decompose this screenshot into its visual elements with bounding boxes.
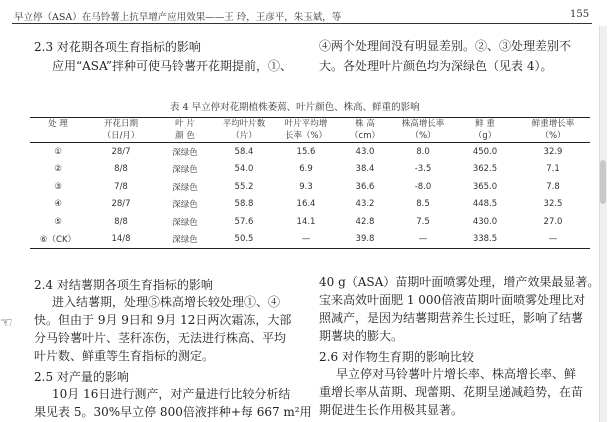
paragraph-line: 大。各处理叶片颜色均为深绿色（见表 4）。 (319, 59, 553, 73)
table-cell: 54.0 (234, 164, 254, 175)
paragraph-line: 期薯块的膨大。 (319, 329, 404, 343)
column-header-unit (30, 130, 86, 143)
paragraph-line: ④两个处理间没有明显差别。②、③处理差别不 (319, 39, 572, 53)
column-header: 平均叶片数 (214, 118, 274, 131)
table-cell: 深绿色 (172, 147, 198, 158)
section-heading-2-6: 2.6 对作物生育期的影响比较 (319, 350, 474, 364)
table-cell: ③ (54, 181, 62, 192)
data-table (30, 117, 590, 249)
table-cell: — (274, 231, 338, 249)
table-row (30, 231, 590, 249)
table-cell: — (516, 231, 590, 249)
table-cell: — (392, 231, 454, 249)
table-cell: -3.5 (414, 164, 432, 175)
paragraph-line: 重增长率从苗期、现蕾期、花期呈递减趋势，在苗 (319, 385, 584, 399)
column-header: 株 高 (338, 118, 392, 131)
table-cell: 16.4 (296, 199, 316, 210)
table-cell: 365.0 (472, 181, 498, 192)
column-header: 鲜重增长率 (516, 118, 590, 131)
column-header-unit: （片） (214, 130, 274, 143)
table-cell: 42.8 (355, 216, 375, 227)
paragraph-line: 早立停对马铃薯叶片增长率、株高增长率、鲜 (336, 367, 577, 381)
paragraph-line: 40 g（ASA）苗期叶面喷雾处理，增产效果最显著。 (319, 275, 600, 289)
table-cell: 7.1 (546, 164, 560, 175)
table-cell: 14.1 (296, 216, 316, 227)
table-cell: 7.8 (546, 181, 560, 192)
table-cell: 8/8 (114, 216, 128, 227)
table-cell: 深绿色 (172, 165, 198, 176)
table-cell: 362.5 (472, 164, 498, 175)
paragraph-line: 进入结薯期，处理⑤株高增长较处理①、④ (52, 295, 281, 309)
table-cell: 27.0 (543, 216, 563, 227)
paragraph-line: 照减产，是因为结薯期营养生长过旺，影响了结薯 (319, 311, 584, 325)
table-cell: 深绿色 (172, 200, 198, 211)
table-cell: 15.6 (296, 146, 316, 157)
table-row (30, 161, 590, 179)
column-header: 处 理 (30, 118, 86, 131)
table-row (30, 143, 590, 161)
table-cell: 深绿色 (156, 231, 214, 249)
scrollbar-thumb[interactable] (600, 160, 606, 204)
table-cell: ① (54, 146, 62, 157)
table-cell: ⑤ (54, 216, 62, 227)
paragraph-line: 分马铃薯叶片、茎秆冻伤，无法进行株高、平均 (34, 331, 287, 345)
column-header-unit: 颜 色 (156, 130, 214, 143)
table-cell: -8.0 (414, 181, 432, 192)
table-row (30, 196, 590, 214)
table-cell: 28/7 (111, 199, 131, 210)
table-cell: 深绿色 (172, 217, 198, 228)
table-cell: 430.0 (472, 216, 498, 227)
table-cell: 39.8 (338, 231, 392, 249)
table-cell: 7.5 (416, 216, 430, 227)
header-rule (12, 23, 592, 24)
table-cell: 9.3 (299, 181, 313, 192)
column-header-unit: （%） (392, 130, 454, 143)
table-cell: 14/8 (86, 231, 156, 249)
table-cell: 36.6 (355, 181, 375, 192)
column-header-unit: （%） (516, 130, 590, 143)
paragraph-line: 10月 16日进行测产，对产量进行比较分析结 (52, 387, 291, 401)
table-cell: 28/7 (111, 146, 131, 157)
column-header-unit: （日/月） (86, 130, 156, 143)
column-header: 叶 片 (156, 118, 214, 131)
table-cell: 58.8 (234, 199, 254, 210)
column-header: 叶片平均增 (274, 118, 338, 131)
running-header: 早立停（ASA）在马铃薯上抗旱增产应用效果——王 玲，王彦平，朱玉斌，等 (14, 12, 342, 23)
table-cell: 448.5 (472, 199, 498, 210)
table-cell: 8.0 (416, 146, 430, 157)
table-cell: 深绿色 (172, 182, 198, 193)
table-cell: 8/8 (114, 164, 128, 175)
column-header: 开花日期 (86, 118, 156, 131)
table-header-row (30, 118, 590, 131)
paragraph-line: 期促进生长作用极其显著。 (319, 403, 464, 417)
column-header-unit: （g） (454, 130, 516, 143)
paragraph-line: 应用“ASA”拌种可使马铃薯开花期提前，①、 (52, 59, 293, 73)
paragraph-line: 宝来高效叶面肥 1 000倍液苗期叶面喷雾处理比对 (319, 293, 586, 307)
table-cell: 55.2 (234, 181, 254, 192)
page-number: 155 (570, 9, 590, 20)
table-cell: 58.4 (234, 146, 254, 157)
table-cell: 57.6 (234, 216, 254, 227)
table-cell: 32.5 (543, 199, 563, 210)
table-cell: 8.5 (416, 199, 430, 210)
table-cell: 43.2 (355, 199, 375, 210)
paragraph-line: 叶片数、鲜重等生育指标的测定。 (34, 349, 215, 363)
scrollbar-track[interactable] (599, 26, 607, 422)
column-header-unit: 长率（%） (274, 130, 338, 143)
table-cell: 50.5 (214, 231, 274, 249)
table-cell: 7/8 (114, 181, 128, 192)
column-header: 株高增长率 (392, 118, 454, 131)
table-cell: 338.5 (454, 231, 516, 249)
hand-cursor-icon: ☜ (0, 315, 13, 331)
section-heading-2-5: 2.5 对产量的影响 (34, 370, 129, 384)
table-cell: ⑥（CK） (30, 231, 86, 249)
table-cell: 38.4 (355, 164, 375, 175)
table-cell: ② (54, 164, 62, 175)
paragraph-line: 果见表 5。30%早立停 800倍液拌种+每 667 m²用 (34, 405, 312, 419)
column-header-unit: （cm） (338, 130, 392, 143)
column-header: 鲜 重 (454, 118, 516, 131)
table-cell: 450.0 (472, 146, 498, 157)
table-row (30, 213, 590, 231)
table-header-row (30, 130, 590, 143)
table-cell: 43.0 (355, 146, 375, 157)
paragraph-line: 快。但由于 9月 9日和 9月 12日两次霜冻，大部 (34, 313, 292, 327)
table-cell: 32.9 (543, 146, 563, 157)
section-heading-2-4: 2.4 对结薯期各项生育指标的影响 (34, 278, 213, 292)
section-heading-2-3: 2.3 对花期各项生育指标的影响 (34, 40, 201, 54)
table-row (30, 178, 590, 196)
table-caption: 表 4 早立停对花期植株萎蔫、叶片颜色、株高、鲜重的影响 (170, 102, 420, 113)
table-cell: 6.9 (299, 164, 313, 175)
table-cell: ④ (54, 199, 62, 210)
